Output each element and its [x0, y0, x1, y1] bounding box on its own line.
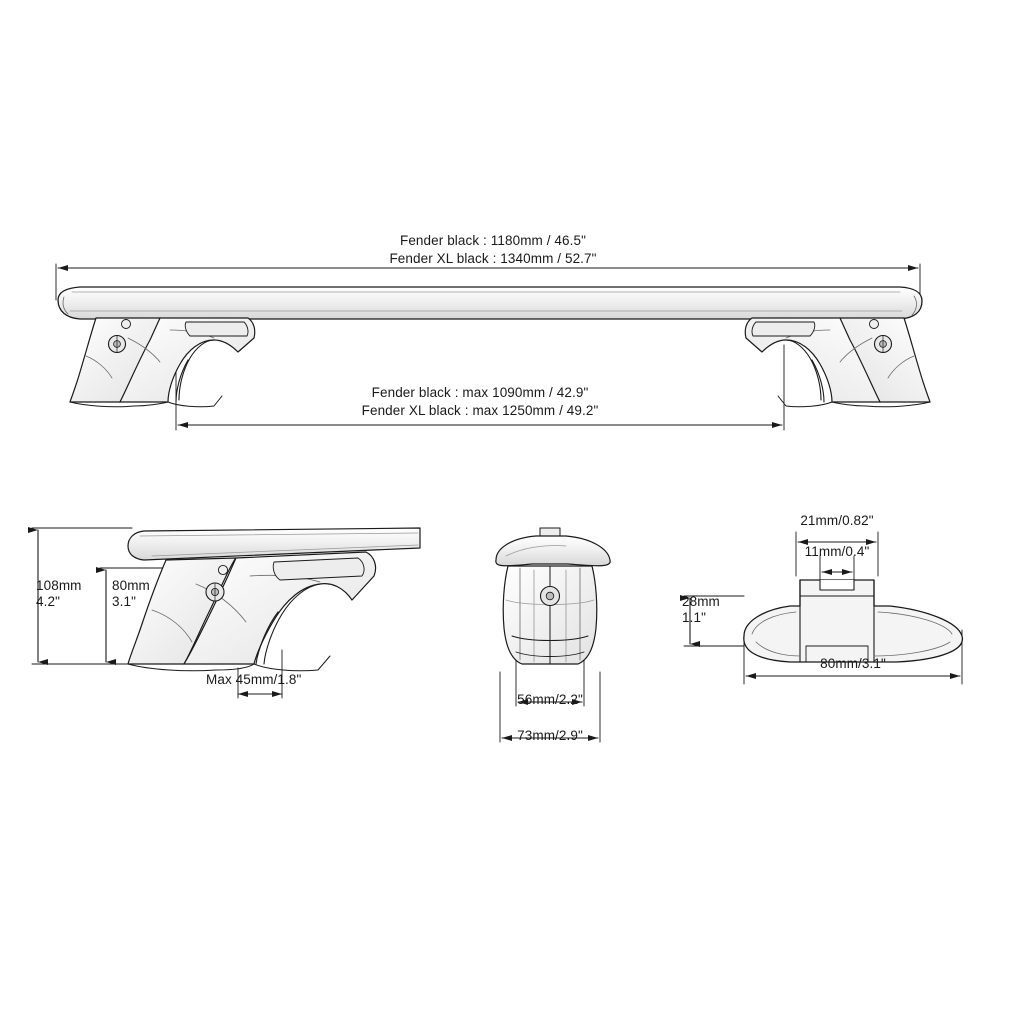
label-height-total-in: 4.2" [36, 594, 60, 609]
label-span-standard: Fender black : max 1090mm / 42.9" [371, 385, 589, 400]
label-section-slot-width: 11mm/0.4" [804, 544, 870, 559]
label-section-width: 80mm/3.1" [820, 656, 886, 671]
label-foot-offset: Max 45mm/1.8" [206, 672, 302, 687]
label-section-height-in: 1.1" [682, 610, 706, 625]
label-height-total-mm: 108mm [36, 578, 82, 593]
label-end-inner-width: 56mm/2.2" [517, 692, 583, 707]
label-height-foot-mm: 80mm [112, 578, 150, 593]
label-end-outer-width: 73mm/2.9" [517, 728, 583, 743]
label-span-xl: Fender XL black : max 1250mm / 49.2" [361, 403, 599, 418]
label-overall-length-xl: Fender XL black : 1340mm / 52.7" [389, 251, 597, 266]
label-height-foot-in: 3.1" [112, 594, 136, 609]
label-section-height-mm: 28mm [682, 594, 720, 609]
label-overall-length-standard: Fender black : 1180mm / 46.5" [399, 233, 587, 248]
label-section-top-width: 21mm/0.82" [800, 513, 874, 528]
